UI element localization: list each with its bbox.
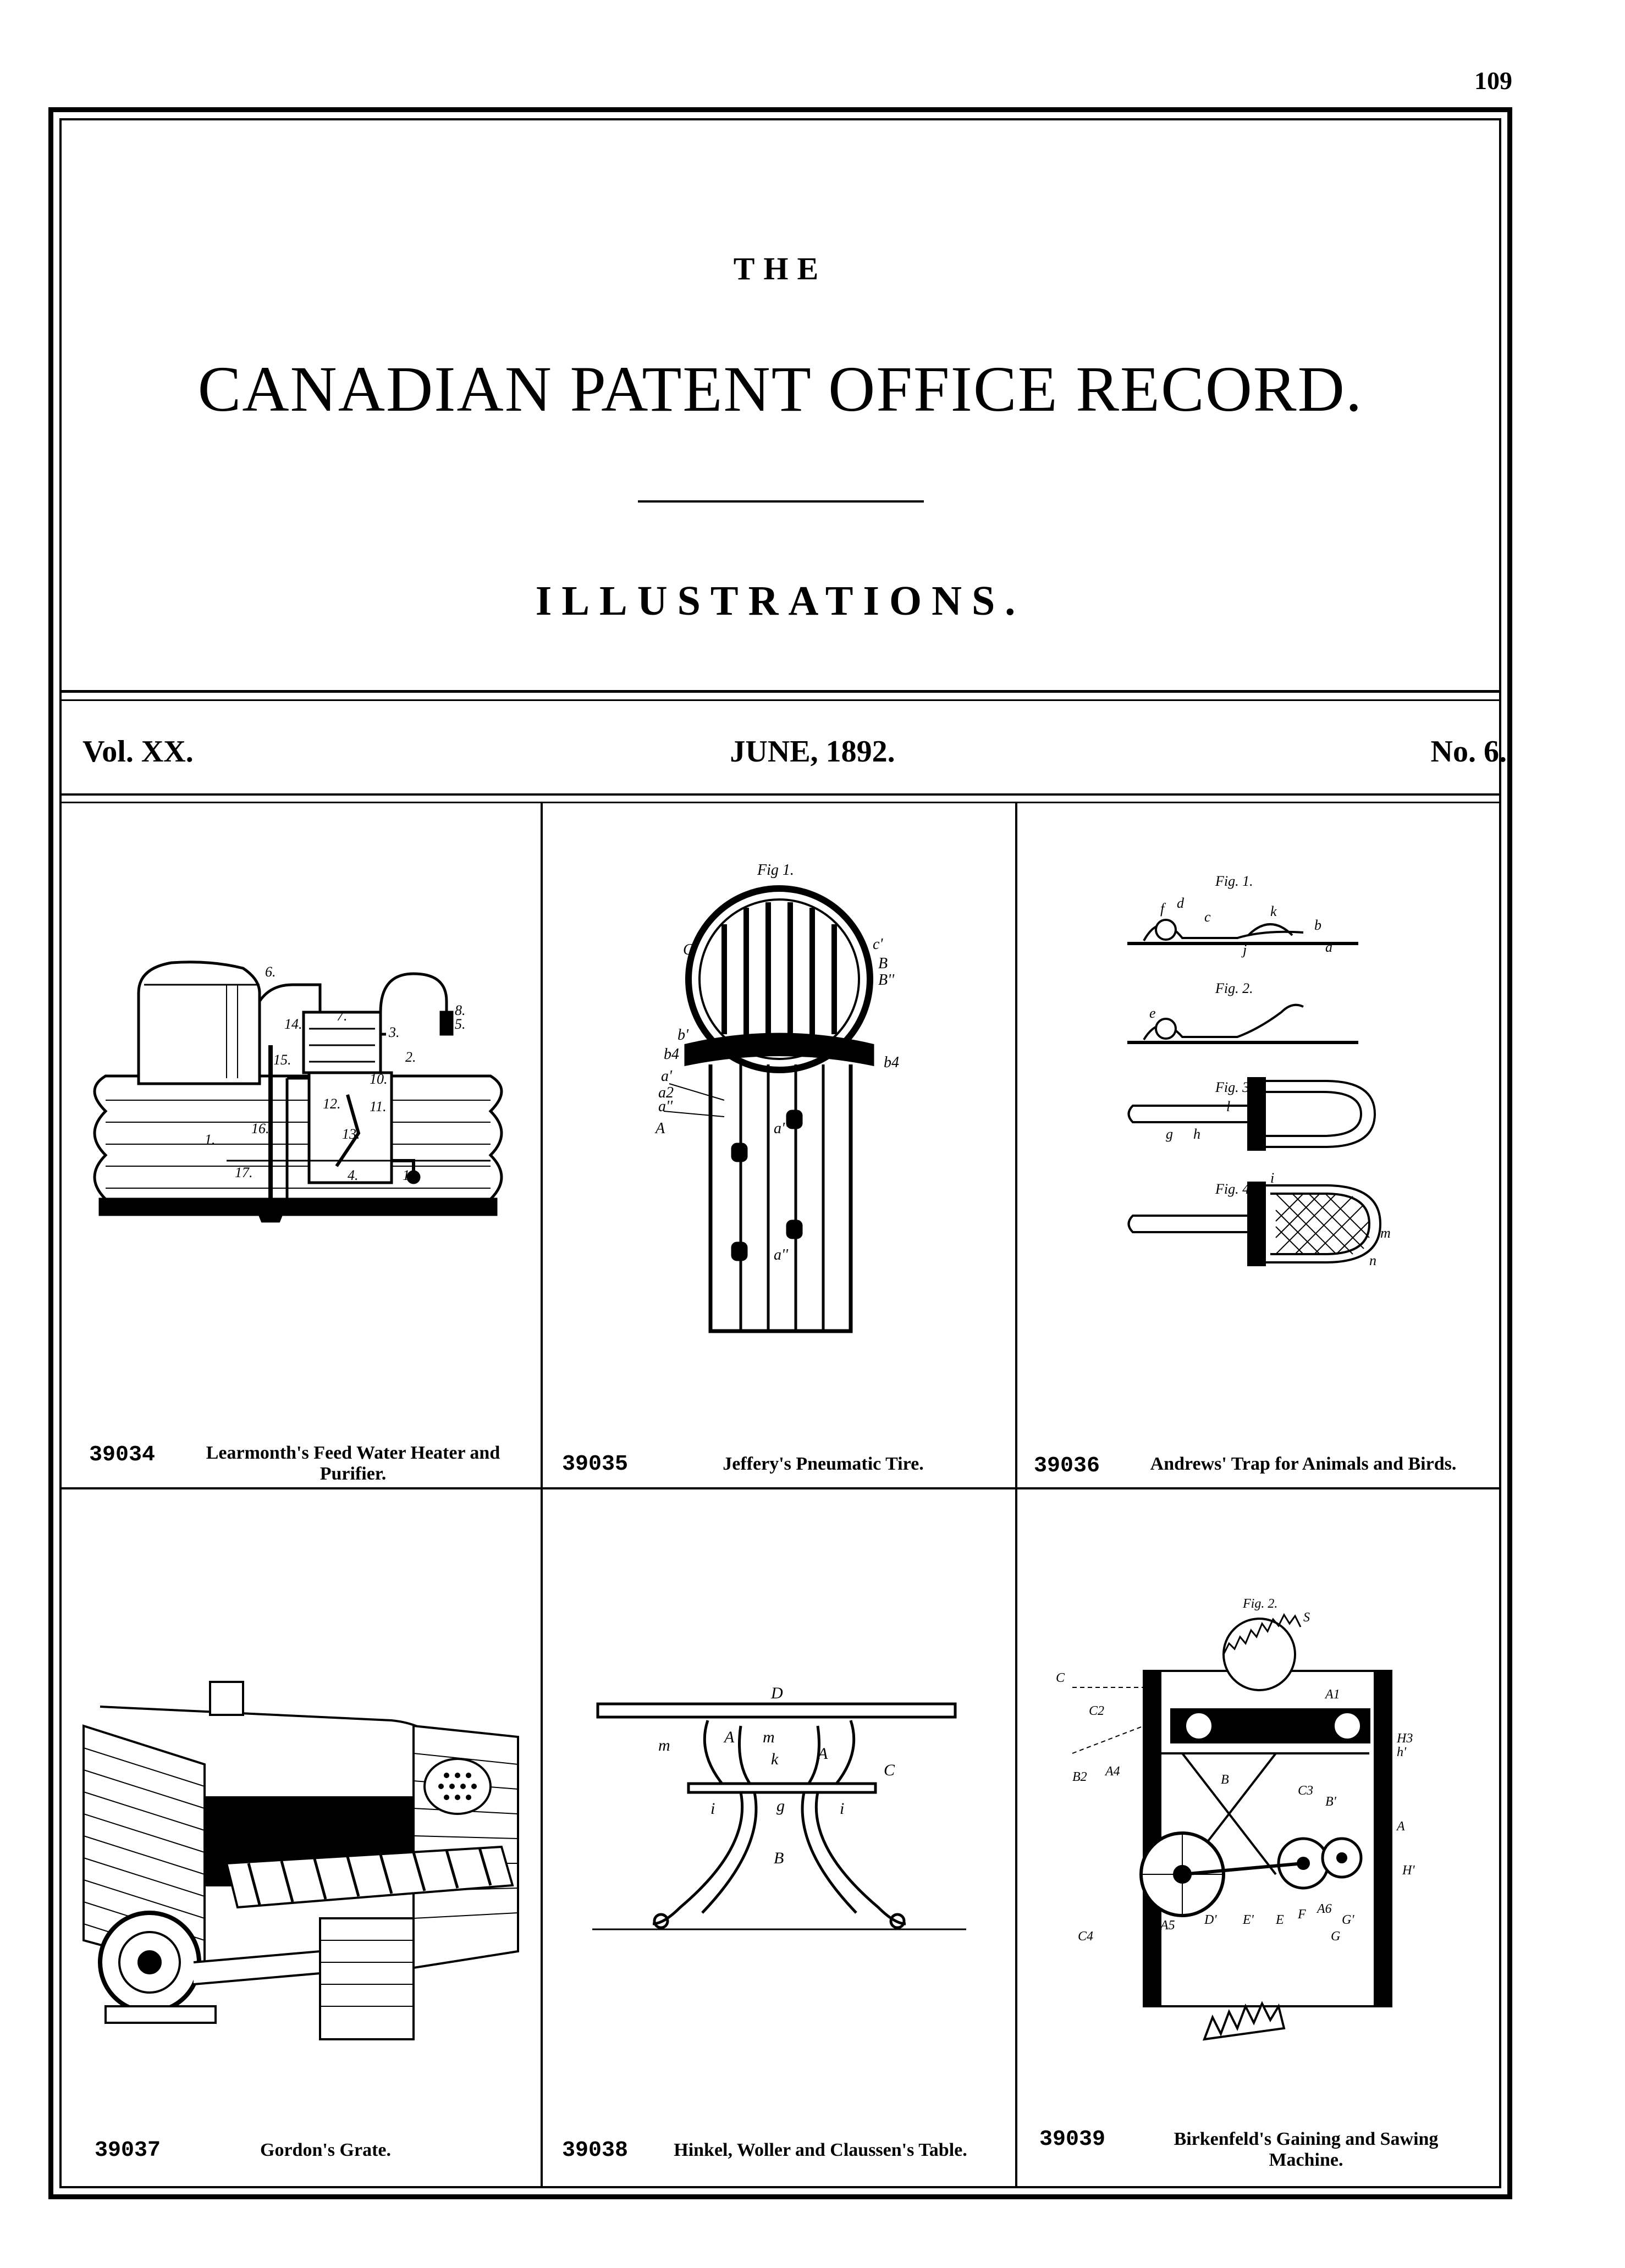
section-subtitle: ILLUSTRATIONS. — [535, 578, 1026, 624]
masthead-the: THE — [733, 251, 828, 286]
drawing-label: G — [1331, 1929, 1341, 1944]
drawing-label: E — [1276, 1913, 1284, 1927]
drawing-label: B — [878, 955, 888, 972]
caption-line: Birkenfeld's Gaining and Sawing — [1174, 2129, 1439, 2149]
drawing-label: m — [658, 1736, 670, 1754]
illustration-cell-39039 — [1017, 1489, 1500, 2188]
patent-number: 39036 — [1034, 1454, 1100, 1478]
drawing-label: a' — [661, 1068, 672, 1085]
drawing-label: A — [818, 1745, 828, 1763]
drawing-label: F — [1298, 1907, 1306, 1922]
drawing-label: n — [1369, 1252, 1376, 1268]
drawing-label: 16. — [251, 1121, 269, 1136]
drawing-label: b4 — [664, 1046, 679, 1063]
drawing-label: i — [1270, 1170, 1275, 1186]
grate-drawing — [62, 1489, 541, 2188]
drawing-label: B — [774, 1849, 784, 1867]
drawing-label: 12. — [323, 1096, 341, 1112]
drawing-label: 8. — [455, 1002, 466, 1018]
feed-water-heater-drawing — [62, 803, 541, 1487]
drawing-label: a2 — [658, 1084, 674, 1101]
illustration-cell-39038 — [543, 1489, 1015, 2188]
table-drawing — [543, 1489, 1015, 2188]
patent-number: 39039 — [1039, 2127, 1106, 2152]
drawing-label: C4 — [1078, 1929, 1094, 1944]
title-rule — [638, 500, 924, 503]
page-number: 109 — [1474, 67, 1512, 95]
pneumatic-tire-drawing — [543, 803, 1015, 1487]
issue-date: JUNE, 1892. — [730, 735, 895, 769]
drawing-label: e — [1149, 1005, 1156, 1021]
drawing-label: C2 — [1089, 1704, 1105, 1718]
masthead-rule-2 — [59, 699, 1501, 701]
drawing-label: Fig 1. — [757, 862, 794, 879]
drawing-label: G' — [1342, 1913, 1354, 1927]
drawing-label: C — [1056, 1671, 1065, 1685]
patent-number: 39035 — [562, 1452, 629, 1477]
drawing-label: Fig. 2. — [1215, 980, 1253, 996]
caption-line: Machine. — [1269, 2150, 1343, 2170]
drawing-label: 1. — [205, 1132, 216, 1147]
patent-number: 39037 — [95, 2138, 161, 2163]
sawing-machine-drawing — [1017, 1489, 1500, 2188]
drawing-label: g — [1166, 1126, 1173, 1142]
drawing-label: i — [710, 1800, 715, 1818]
drawing-label: a'' — [774, 1246, 788, 1263]
drawing-label: Fig. 3. — [1215, 1079, 1253, 1095]
patent-caption: Hinkel, Woller and Claussen's Table. — [674, 2140, 967, 2160]
drawing-label: Fig. 4. — [1215, 1181, 1253, 1197]
drawing-label: A — [724, 1728, 735, 1746]
drawing-label: 7. — [337, 1008, 348, 1024]
masthead-rule-1 — [59, 690, 1501, 693]
illustration-cell-39036 — [1017, 803, 1500, 1487]
drawing-label: D — [771, 1684, 783, 1702]
drawing-label: H3 — [1397, 1731, 1413, 1746]
drawing-label: S — [1303, 1610, 1310, 1625]
grid-top-rule-1 — [59, 793, 1501, 796]
patent-number: 39034 — [89, 1443, 156, 1467]
drawing-label: a — [1325, 939, 1332, 955]
drawing-label: m — [763, 1728, 775, 1746]
drawing-label: b4 — [884, 1054, 899, 1071]
drawing-label: C3 — [1298, 1784, 1314, 1798]
drawing-label: 6. — [265, 964, 276, 980]
patent-caption: Gordon's Grate. — [260, 2140, 391, 2160]
drawing-label: a'' — [658, 1098, 673, 1115]
drawing-label: C — [683, 941, 693, 958]
drawing-label: A4 — [1105, 1764, 1120, 1779]
drawing-label: A5 — [1160, 1918, 1175, 1933]
drawing-label: B'' — [878, 972, 895, 989]
patent-caption: Jeffery's Pneumatic Tire. — [723, 1454, 924, 1474]
volume-label: Vol. XX. — [82, 735, 194, 769]
patent-caption — [172, 1443, 535, 1485]
drawing-label: 15. — [273, 1052, 291, 1068]
drawing-label: b' — [677, 1027, 688, 1044]
caption-line: Purifier. — [320, 1464, 387, 1484]
drawing-label: c — [1204, 909, 1211, 925]
drawing-label: 5. — [455, 1016, 466, 1032]
drawing-label: k — [1270, 903, 1277, 919]
drawing-label: j — [1243, 942, 1247, 958]
drawing-label: l — [1226, 1099, 1231, 1114]
drawing-label: a — [864, 1040, 872, 1057]
drawing-label: C — [884, 1761, 895, 1779]
patent-caption — [1127, 2129, 1485, 2171]
drawing-label: B — [1221, 1773, 1229, 1787]
drawing-label: 14. — [284, 1016, 302, 1032]
drawing-label: 2. — [405, 1049, 416, 1065]
drawing-label: Fig. 2. — [1243, 1597, 1278, 1611]
patent-caption: Andrews' Trap for Animals and Birds. — [1150, 1454, 1457, 1474]
drawing-label: A1 — [1325, 1687, 1340, 1702]
drawing-label: h — [1193, 1126, 1200, 1142]
patent-number: 39038 — [562, 2138, 629, 2163]
illustration-cell-39037 — [62, 1489, 541, 2188]
drawing-label: c' — [873, 936, 883, 953]
drawing-label: 4. — [348, 1167, 359, 1183]
drawing-label: 11. — [370, 1099, 387, 1114]
drawing-label: B' — [1325, 1795, 1336, 1809]
drawing-label: D' — [1204, 1913, 1217, 1927]
drawing-label: a''' — [774, 1120, 791, 1137]
drawing-label: h' — [1397, 1745, 1407, 1759]
illustration-cell-39034 — [62, 803, 541, 1487]
drawing-label: b — [1314, 917, 1321, 933]
drawing-label: 3. — [389, 1024, 400, 1040]
issue-number: No. 6. — [1430, 735, 1507, 769]
drawing-label: d — [1177, 895, 1184, 911]
drawing-label: g — [776, 1797, 785, 1815]
drawing-label: 18. — [403, 1167, 421, 1183]
drawing-label: 17. — [235, 1165, 253, 1180]
animal-trap-drawing — [1017, 803, 1500, 1487]
drawing-label: E' — [1243, 1913, 1254, 1927]
drawing-label: H' — [1402, 1863, 1415, 1878]
drawing-label: i — [840, 1800, 845, 1818]
drawing-label: f — [1160, 901, 1165, 917]
drawing-label: m — [1380, 1225, 1391, 1241]
drawing-label: Fig. 1. — [1215, 873, 1253, 889]
page-title: CANADIAN PATENT OFFICE RECORD. — [197, 353, 1363, 425]
drawing-label: A — [1397, 1819, 1405, 1834]
drawing-label: 13. — [342, 1126, 360, 1142]
drawing-label: B2 — [1072, 1770, 1087, 1784]
drawing-label: k — [771, 1750, 779, 1768]
drawing-label: A — [655, 1120, 665, 1137]
illustration-cell-39035 — [543, 803, 1015, 1487]
drawing-label: 10. — [370, 1071, 388, 1087]
caption-line: Learmonth's Feed Water Heater and — [206, 1443, 500, 1463]
drawing-label: A6 — [1317, 1902, 1332, 1916]
